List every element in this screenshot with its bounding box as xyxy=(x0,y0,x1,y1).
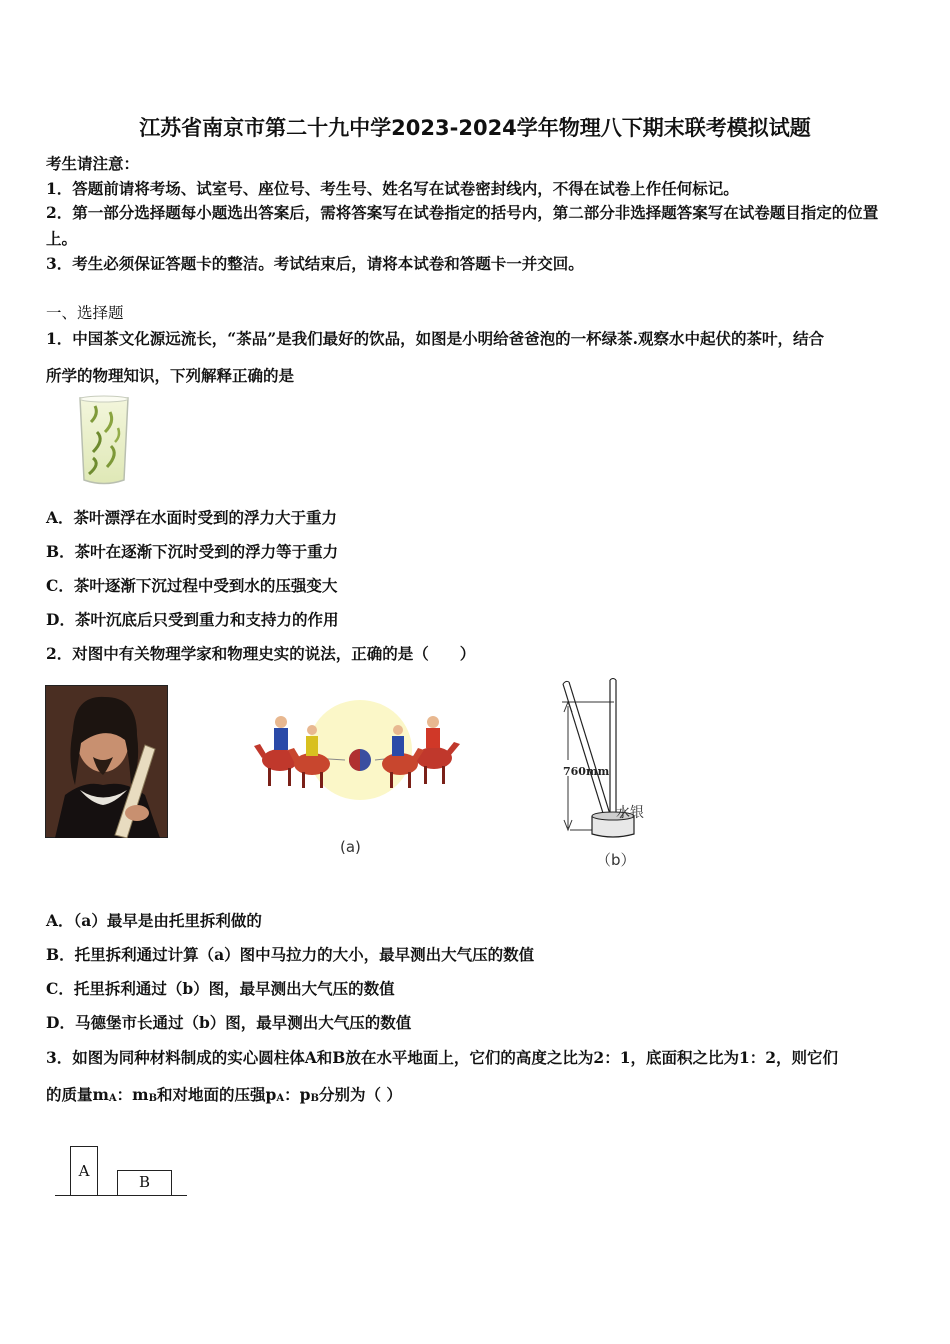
notice-item-3: 3．考生必须保证答题卡的整洁。考试结束后，请将本试卷和答题卡一并交回。 xyxy=(46,254,584,273)
cylinder-b-label: B xyxy=(138,1173,151,1191)
torricelli-height-label: 760mm xyxy=(563,765,610,778)
q2-option-c: C．托里拆利通过（b）图，最早测出大气压的数值 xyxy=(46,979,395,998)
q1-option-b: B．茶叶在逐渐下沉时受到的浮力等于重力 xyxy=(46,542,339,561)
green-tea-glass-image xyxy=(75,392,133,488)
section-heading: 一、选择题 xyxy=(46,304,124,322)
q1-option-c: C．茶叶逐渐下沉过程中受到水的压强变大 xyxy=(46,576,338,595)
q2-stem: 2．对图中有关物理学家和物理史实的说法，正确的是（ ） xyxy=(46,644,476,663)
q3-stem-line2: 的质量mA：mB和对地面的压强pA：pB分别为（ ） xyxy=(46,1085,402,1104)
q3-stem-line1: 3．如图为同种材料制成的实心圆柱体A和B放在水平地面上，它们的高度之比为2：1，底面积之比为1：2，则它们 xyxy=(46,1048,839,1067)
cylinder-b xyxy=(117,1170,172,1196)
figure-b-label: （b） xyxy=(596,851,636,869)
notice-item-1: 1．答题前请将考场、试室号、座位号、考生号、姓名写在试卷密封线内，不得在试卷上作任何标记。 xyxy=(46,179,739,198)
cylinders-ab-diagram xyxy=(55,1142,190,1202)
notice-heading: 考生请注意： xyxy=(46,154,140,173)
torricelli-experiment-diagram xyxy=(550,678,660,850)
cylinder-a-label: A xyxy=(78,1162,90,1180)
mercury-label: 水银 xyxy=(616,805,644,821)
page-title: 江苏省南京市第二十九中学2023-2024学年物理八下期末联考模拟试题 xyxy=(139,116,811,140)
magdeburg-hemispheres-image xyxy=(250,698,465,803)
q1-option-d: D．茶叶沉底后只受到重力和支持力的作用 xyxy=(46,610,339,629)
notice-item-2: 2．第一部分选择题每小题选出答案后，需将答案写在试卷指定的括号内，第二部分非选择题答案写在试卷题目指定的位置上。 xyxy=(46,203,879,248)
figure-a-label: (a) xyxy=(340,838,361,856)
q1-stem-line2: 所学的物理知识，下列解释正确的是 xyxy=(46,366,295,385)
q2-option-b: B．托里拆利通过计算（a）图中马拉力的大小，最早测出大气压的数值 xyxy=(46,945,535,964)
q2-option-a: A．（a）最早是由托里拆利做的 xyxy=(46,911,262,930)
cylinder-a xyxy=(70,1146,98,1196)
q1-stem-line1: 1．中国茶文化源远流长，“茶品”是我们最好的饮品，如图是小明给爸爸泡的一杯绿茶.观察水中起伏的茶叶，结合 xyxy=(46,329,825,348)
q2-option-d: D．马德堡市长通过（b）图，最早测出大气压的数值 xyxy=(46,1013,412,1032)
torricelli-portrait-image xyxy=(45,685,168,838)
q1-option-a: A．茶叶漂浮在水面时受到的浮力大于重力 xyxy=(46,508,338,527)
ground-line xyxy=(55,1195,187,1196)
